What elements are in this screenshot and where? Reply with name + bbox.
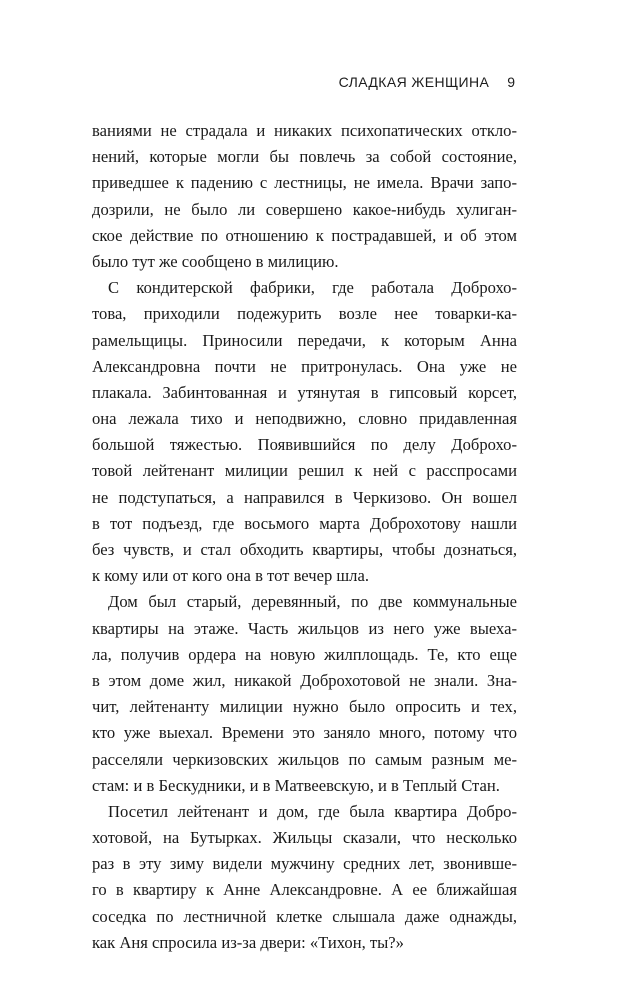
paragraph: [92, 275, 517, 589]
text-line: хотовой, на Бутырках. Жильцы сказали, что несколько: [92, 828, 517, 848]
text-line: было тут же сообщено в милицию.: [92, 251, 339, 271]
text-line: нений, которые могли бы повлечь за собой состояние,: [92, 147, 517, 167]
text-line: как Аня спросила из-за двери: «Тихон, ты?»: [92, 932, 404, 952]
text-line: чит, лейтенанту милиции нужно было опросить и тех,: [92, 697, 517, 717]
text-line: в тот подъезд, где восьмого марта Доброхотову нашли: [92, 513, 517, 533]
text-line: ское действие по отношению к пострадавшей, и об этом: [92, 225, 517, 245]
running-head: [339, 74, 515, 90]
text-line: к кому или от кого она в тот вечер шла.: [92, 566, 369, 586]
text-line: ла, получив ордера на новую жилплощадь. Те, кто еще: [92, 644, 517, 664]
text-line: товой лейтенант милиции решил к ней с расспросами: [92, 461, 517, 481]
text-line: большой тяжестью. Появившийся по делу Доброхо-: [92, 435, 517, 455]
text-line: С кондитерской фабрики, где работала Доброхо-: [108, 278, 517, 298]
text-line: она лежала тихо и неподвижно, словно придавленная: [92, 409, 517, 429]
text-line: Посетил лейтенант и дом, где была квартира Добро-: [108, 801, 517, 821]
page-number: 9: [507, 74, 515, 90]
text-line: расселяли черкизовских жильцов по самым разным ме-: [92, 749, 517, 769]
text-line: Дом был старый, деревянный, по две коммунальные: [108, 592, 517, 612]
text-line: ваниями не страдала и никаких психопатических откло-: [92, 121, 517, 140]
text-line: Александровна почти не притронулась. Она уже не: [92, 356, 517, 376]
text-line: приведшее к падению с лестницы, не имела. Врачи запо-: [92, 173, 517, 193]
text-line: това, приходили подежурить возле нее товарки-ка-: [92, 304, 517, 324]
text-line: дозрили, не было ли совершено какое-нибудь хулиган-: [92, 199, 517, 219]
text-line: раз в эту зиму видели мужчину средних лет, звонивше-: [92, 854, 517, 874]
text-line: стам: и в Бескудники, и в Матвеевскую, и в Теплый Стан.: [92, 775, 500, 795]
text-line: в этом доме жил, никакой Доброхотовой не знали. Зна-: [92, 670, 517, 690]
body-text: [92, 118, 517, 956]
text-line: плакала. Забинтованная и утянутая в гипсовый корсет,: [92, 382, 517, 402]
text-line: не подступаться, а направился в Черкизово. Он вошел: [92, 487, 517, 507]
text-line: рамельщицы. Приносили передачи, к которым Анна: [92, 330, 517, 350]
paragraph: [92, 799, 517, 956]
running-head-title: СЛАДКАЯ ЖЕНЩИНА: [338, 74, 490, 90]
paragraph: [92, 589, 517, 799]
paragraph: [92, 118, 517, 275]
text-line: кто уже выехал. Времени это заняло много, потому что: [92, 723, 517, 743]
text-line: го в квартиру к Анне Александровне. А ее ближайшая: [92, 880, 517, 900]
text-line: соседка по лестничной клетке слышала даже однажды,: [92, 906, 517, 926]
text-line: без чувств, и стал обходить квартиры, чтобы дознаться,: [92, 540, 517, 559]
text-line: квартиры на этаже. Часть жильцов из него уже выеха-: [92, 618, 517, 638]
